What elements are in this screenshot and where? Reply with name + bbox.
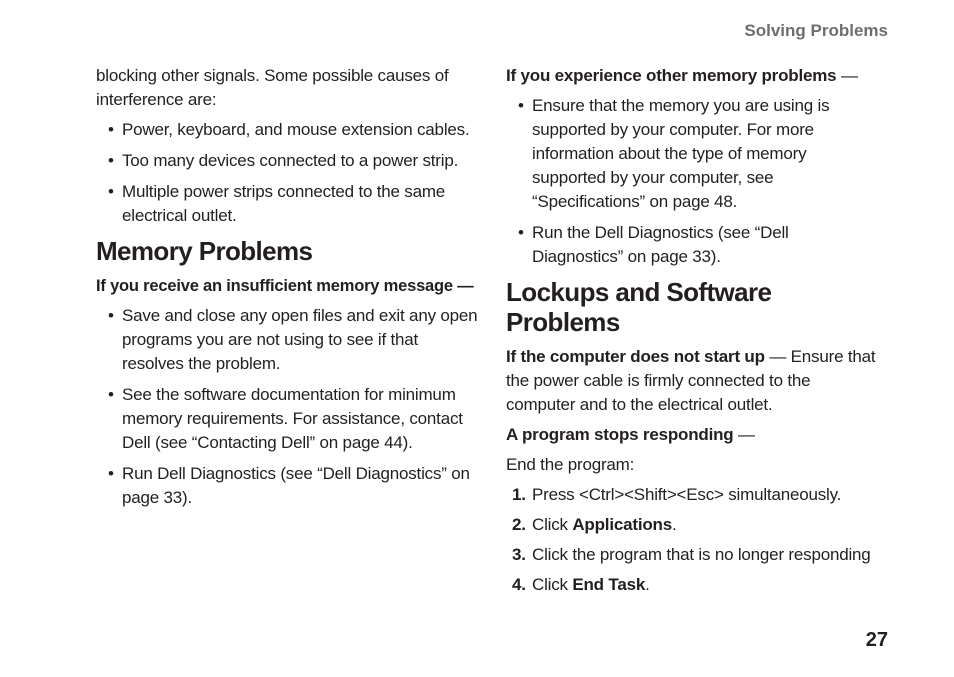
other-memory-list (506, 94, 884, 269)
list-item: 4. Click End Task. (512, 575, 650, 594)
list-item: 2. Click Applications. (512, 515, 677, 534)
list-item: • Ensure that the memory you are using is supported by your computer. For more information about the type of memory supported by your computer, see “Specifications” on page 48. (518, 96, 830, 211)
program-stops-subhead: A program stops responding — (506, 425, 755, 444)
page-number: 27 (865, 629, 888, 651)
no-start-paragraph: If the computer does not start up — Ensure that the power cable is firmly connected to the computer and to the electrical outlet. (506, 347, 876, 414)
end-program-steps (506, 483, 884, 597)
list-item: • Power, keyboard, and mouse extension cables. (106, 118, 481, 142)
list-item: • Too many devices connected to a power strip. (106, 149, 481, 173)
list-item: • Run the Dell Diagnostics (see “Dell Diagnostics” on page 33). (518, 223, 789, 266)
end-program-text: End the program: (506, 455, 635, 474)
bullet-icon: • (108, 385, 114, 404)
other-memory-subhead: If you experience other memory problems — (506, 66, 858, 85)
list-item: • Save and close any open files and exit any open programs you are not using to see if that resolves the problem. (108, 306, 478, 373)
insufficient-memory-list (96, 304, 481, 510)
bullet-icon: • (108, 151, 114, 170)
interference-causes-list (96, 118, 481, 228)
bullet-icon: • (518, 223, 524, 242)
memory-problems-heading: Memory Problems (96, 236, 313, 266)
bullet-icon: • (108, 182, 114, 201)
bullet-icon: • (108, 464, 114, 483)
bullet-icon: • (108, 120, 114, 139)
left-column (96, 64, 481, 517)
insufficient-memory-subhead: If you receive an insufficient memory message — (96, 277, 474, 295)
list-item: • See the software documentation for minimum memory requirements. For assistance, contact Dell (see “Contacting Dell” on page 44). (108, 385, 463, 452)
list-item: 3. Click the program that is no longer responding (512, 545, 871, 564)
list-item: • Run Dell Diagnostics (see “Dell Diagnostics” on page 33). (108, 464, 470, 507)
bullet-icon: • (108, 306, 114, 325)
list-item: 1. Press <Ctrl><Shift><Esc> simultaneously. (512, 485, 842, 504)
bullet-icon: • (518, 96, 524, 115)
list-item: • Multiple power strips connected to the same electrical outlet. (108, 182, 446, 225)
lockups-heading: Lockups and Software Problems (506, 277, 772, 337)
running-header: Solving Problems (744, 21, 888, 40)
right-column (506, 64, 884, 603)
intro-paragraph: blocking other signals. Some possible causes of interference are: (96, 66, 449, 109)
